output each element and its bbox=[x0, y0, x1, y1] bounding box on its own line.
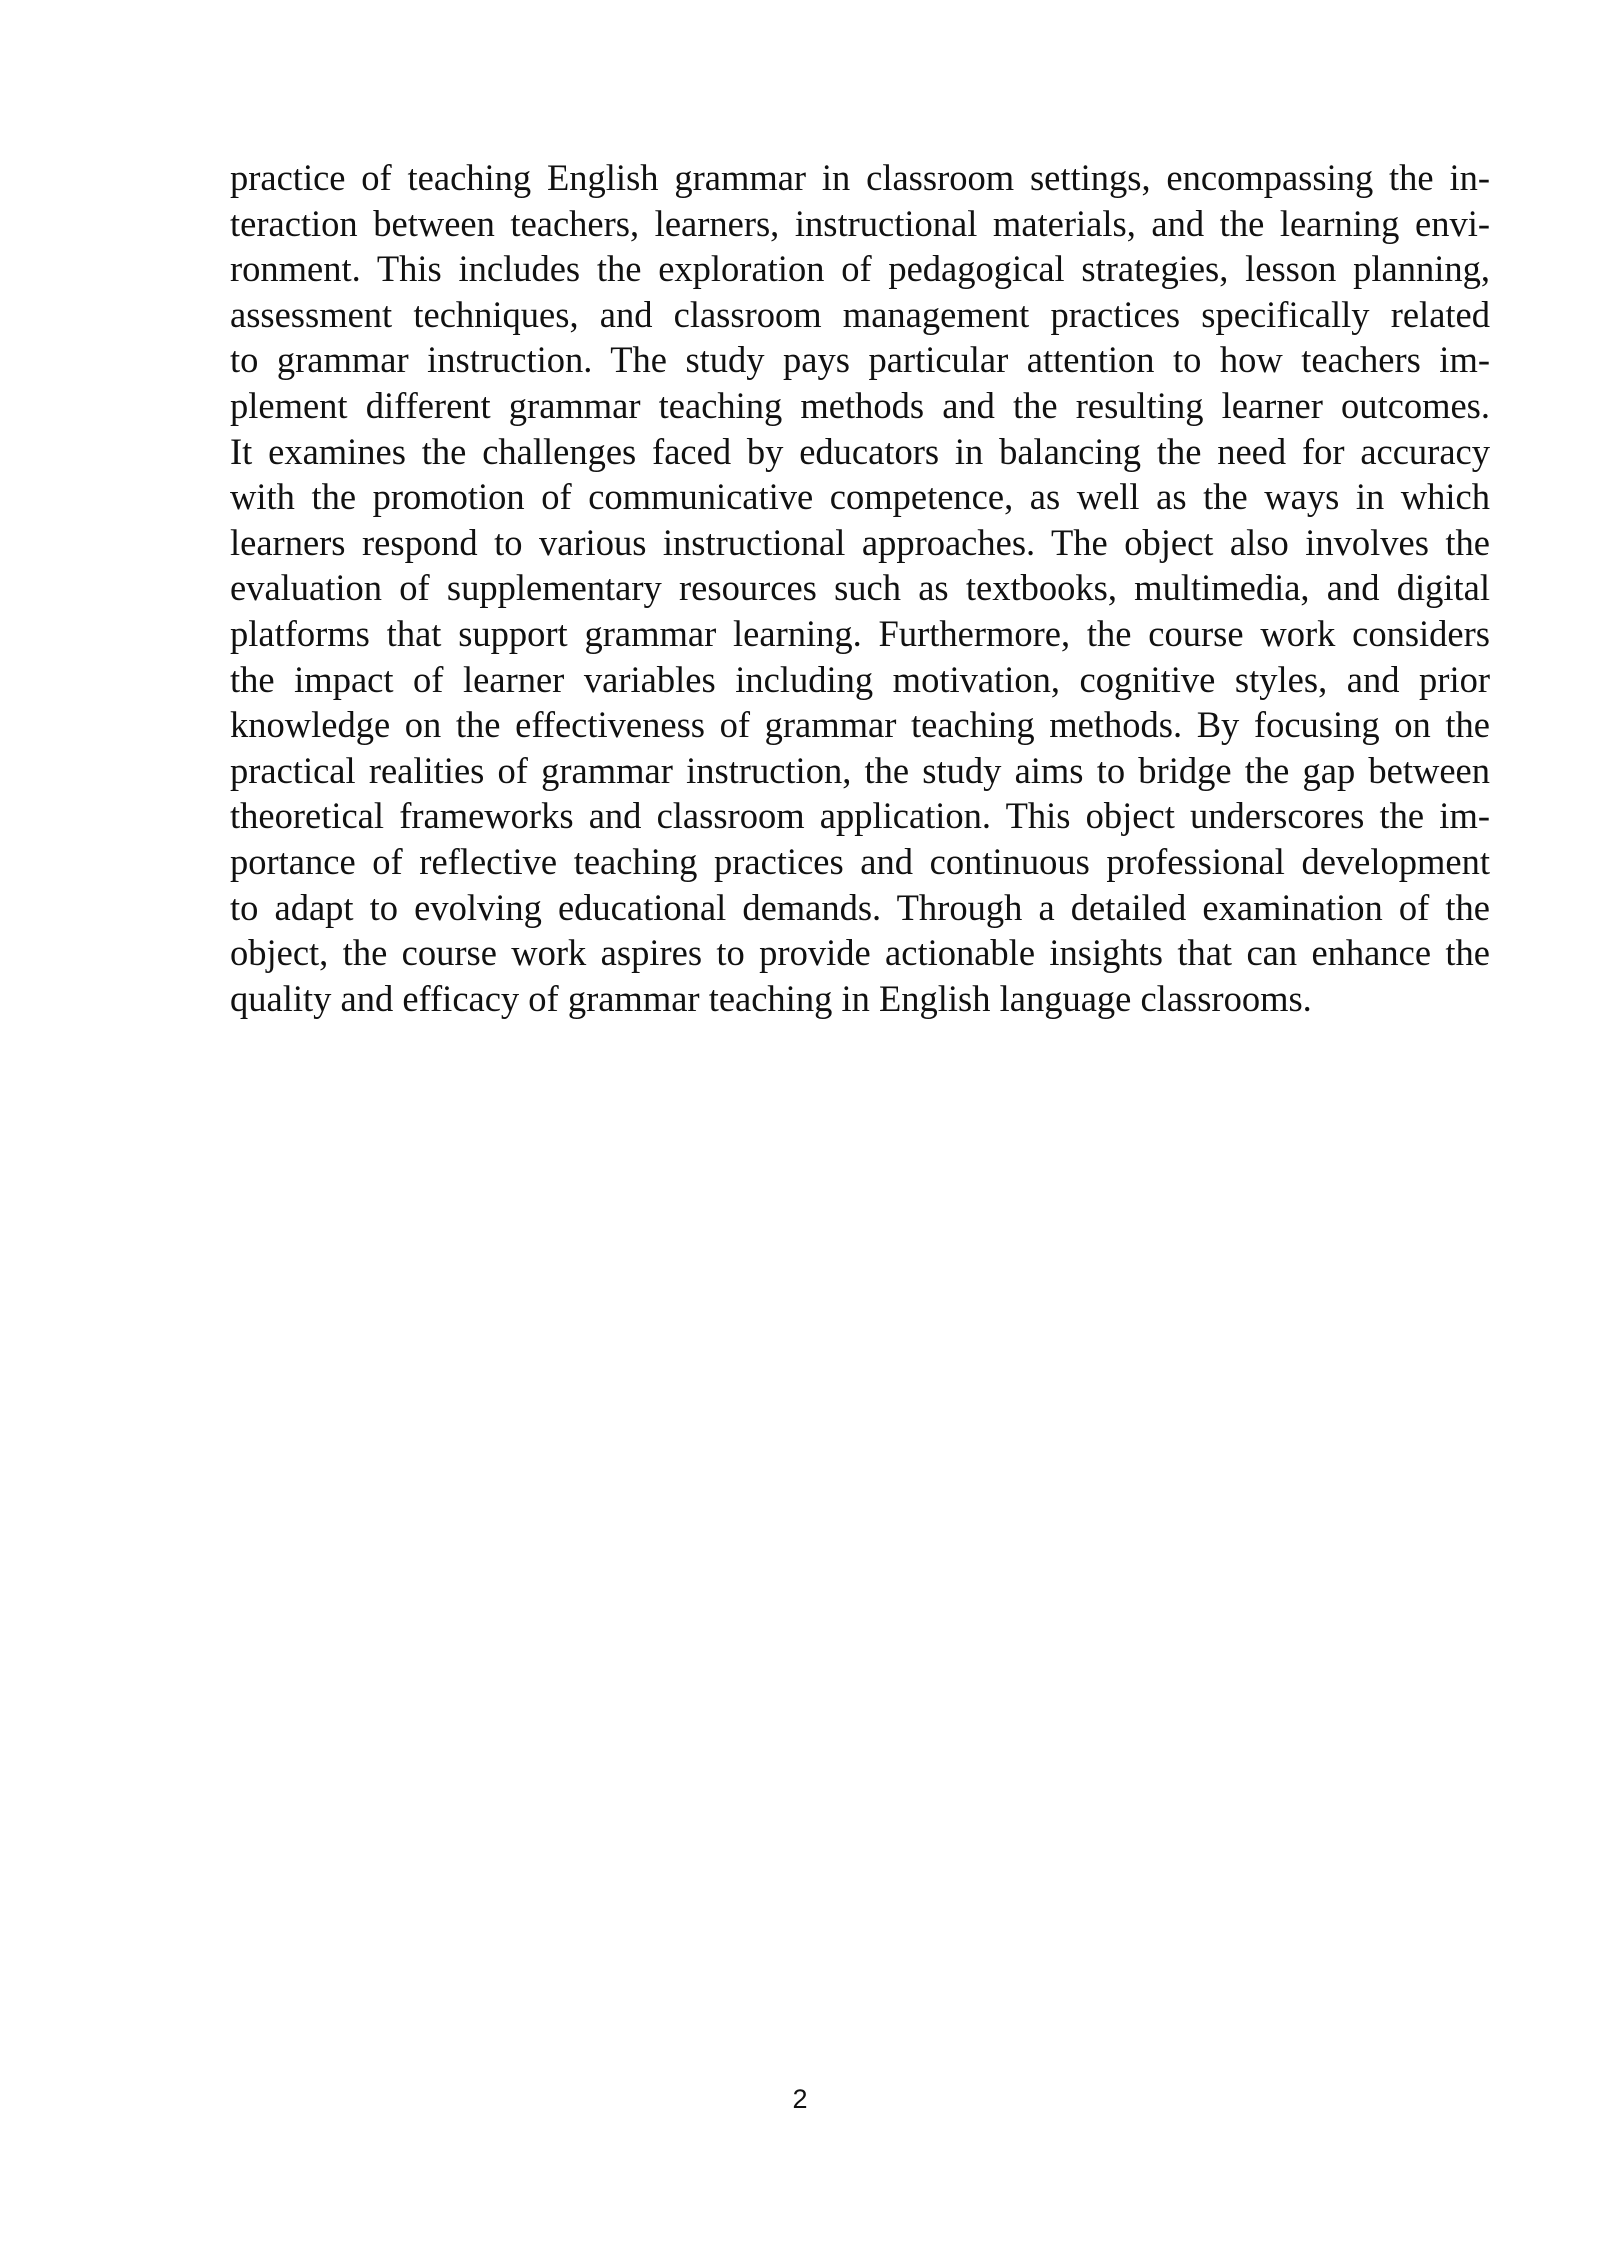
paragraph-line: learners respond to various instructional approaches. The object also involves the bbox=[230, 521, 1490, 563]
paragraph-line: quality and efficacy of grammar teaching in English language classrooms. bbox=[230, 977, 1312, 1019]
paragraph-line: to grammar instruction. The study pays particular attention to how teachers im- bbox=[230, 339, 1490, 381]
paragraph-line: the impact of learner variables including motivation, cognitive styles, and prior bbox=[230, 658, 1490, 700]
paragraph-line: practical realities of grammar instruction, the study aims to bridge the gap between bbox=[230, 749, 1490, 791]
paragraph-line: platforms that support grammar learning. Furthermore, the course work considers bbox=[230, 612, 1490, 654]
paragraph-line: ronment. This includes the exploration of pedagogical strategies, lesson planning, bbox=[230, 248, 1490, 290]
paragraph-line: teraction between teachers, learners, instructional materials, and the learning envi- bbox=[230, 202, 1490, 244]
page-number: 2 bbox=[792, 2084, 808, 2114]
body-paragraph bbox=[230, 155, 1490, 1021]
paragraph-line: with the promotion of communicative competence, as well as the ways in which bbox=[230, 476, 1490, 518]
paragraph-line: portance of reflective teaching practices and continuous professional development bbox=[230, 840, 1490, 882]
paragraph-line: evaluation of supplementary resources such as textbooks, multimedia, and digital bbox=[230, 567, 1490, 609]
paragraph-line: It examines the challenges faced by educators in balancing the need for accuracy bbox=[230, 430, 1490, 472]
paragraph-line: practice of teaching English grammar in classroom settings, encompassing the in- bbox=[230, 157, 1490, 198]
paragraph-line: to adapt to evolving educational demands. Through a detailed examination of the bbox=[230, 886, 1490, 928]
paragraph-line: knowledge on the effectiveness of grammar teaching methods. By focusing on the bbox=[230, 704, 1490, 746]
paragraph-line: object, the course work aspires to provide actionable insights that can enhance the bbox=[230, 932, 1490, 974]
paragraph-line: plement different grammar teaching methods and the resulting learner outcomes. bbox=[230, 384, 1490, 426]
paragraph-line: theoretical frameworks and classroom application. This object underscores the im- bbox=[230, 795, 1490, 837]
paragraph-line: assessment techniques, and classroom management practices specifically related bbox=[230, 293, 1490, 335]
